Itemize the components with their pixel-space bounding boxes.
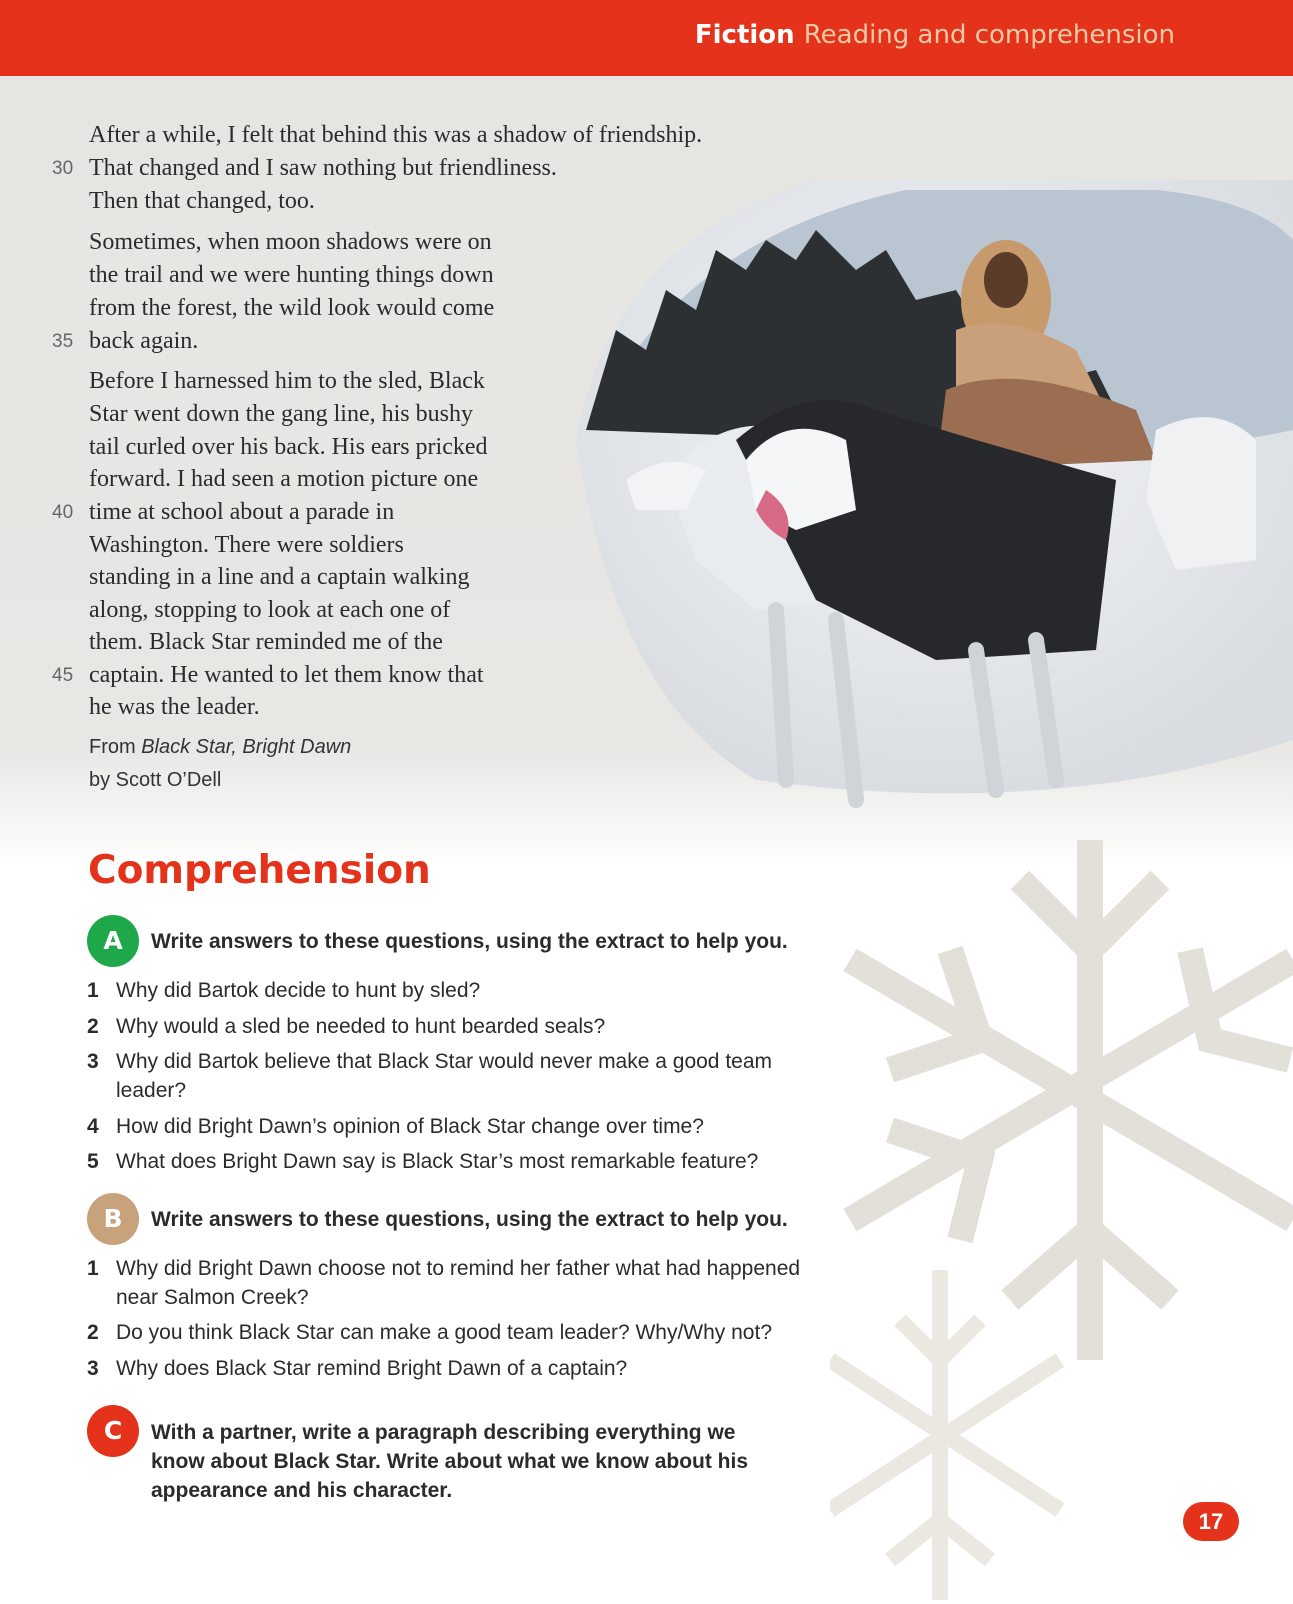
question-text: Why did Bartok decide to hunt by sled? [116,979,481,1002]
extract-line: tail curled over his back. His ears pricked [89,434,488,460]
question-number: 1 [87,979,99,1002]
extract-line: standing in a line and a captain walking [89,564,470,590]
question-number: 2 [87,1321,99,1344]
badge-a: A [87,915,139,967]
badge-c: C [87,1405,139,1457]
question-text: What does Bright Dawn say is Black Star’s most remarkable feature? [116,1150,759,1173]
question-number: 5 [87,1150,99,1173]
header-kicker: Fiction [694,20,795,50]
extract-line: the trail and we were hunting things down [89,262,494,288]
question-number: 1 [87,1257,99,1280]
extract-line: them. Black Star reminded me of the [89,629,443,655]
instruction-c: With a partner, write a paragraph describing everything we know about Black Star. Write about what we know about his appearance and his character. [151,1421,749,1502]
source-book-title: Black Star, Bright Dawn [141,736,352,758]
extract-line: That changed and I saw nothing but friendliness. [89,155,557,181]
extract-line: Sometimes, when moon shadows were on [89,229,492,255]
extract-line: from the forest, the wild look would come [89,295,495,321]
question-text: Why did Bright Dawn choose not to remind her father what had happened near Salmon Creek? [116,1257,801,1309]
sled-dogs-illustration [556,180,1293,860]
header-section: Reading and comprehension [803,20,1175,50]
question-number: 2 [87,1015,99,1038]
extract-line: forward. I had seen a motion picture one [89,466,479,492]
line-number: 35 [52,331,74,352]
snowflake-decoration [830,840,1293,1600]
question-text: Do you think Black Star can make a good team leader? Why/Why not? [116,1321,772,1344]
question-text: Why does Black Star remind Bright Dawn of a captain? [116,1357,628,1380]
line-number: 40 [52,502,74,523]
extract-line: Before I harnessed him to the sled, Black [89,368,485,394]
question-number: 3 [87,1357,99,1380]
question-text: Why would a sled be needed to hunt bearded seals? [116,1015,606,1038]
extract-line: Then that changed, too. [89,188,315,214]
question-text: How did Bright Dawn’s opinion of Black Star change over time? [116,1115,704,1138]
instruction-b: Write answers to these questions, using the extract to help you. [151,1208,788,1231]
instruction-a: Write answers to these questions, using the extract to help you. [151,930,788,953]
question-number: 3 [87,1050,99,1073]
line-number: 30 [52,158,74,179]
extract-line: he was the leader. [89,694,260,720]
extract-line: Star went down the gang line, his bushy [89,401,473,427]
question-number: 4 [87,1115,99,1138]
extract-line: time at school about a parade in [89,499,395,525]
comprehension-heading: Comprehension [88,848,431,893]
header-title [695,20,1175,50]
line-number: 45 [52,665,74,686]
page-number: 17 [1183,1502,1239,1541]
source-author: by Scott O’Dell [89,769,222,791]
extract-line: captain. He wanted to let them know that [89,662,484,688]
extract-line: After a while, I felt that behind this was a shadow of friendship. [89,122,703,148]
source-title [89,736,351,759]
question-text: Why did Bartok believe that Black Star would never make a good team leader? [116,1050,773,1102]
extract-line: along, stopping to look at each one of [89,597,451,623]
source-prefix: From [89,736,142,758]
extract-line: Washington. There were soldiers [89,532,404,558]
badge-b: B [87,1193,139,1245]
extract-line: back again. [89,328,199,354]
